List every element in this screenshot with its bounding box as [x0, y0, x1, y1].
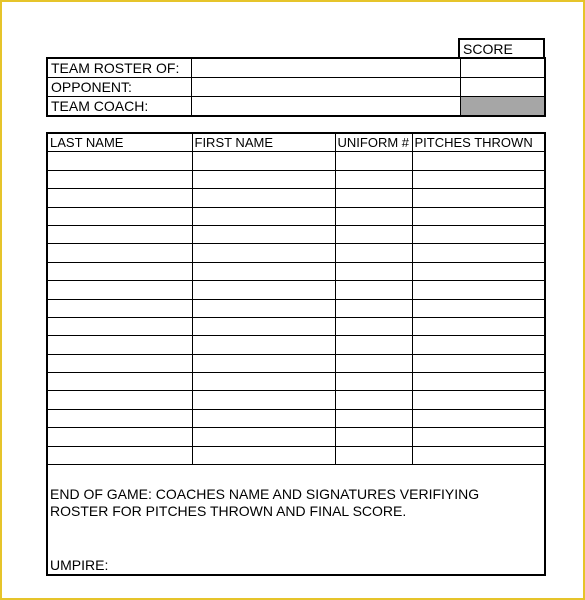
first-name-cell[interactable] — [192, 428, 335, 446]
pitches-thrown-cell[interactable] — [412, 428, 544, 446]
pitches-thrown-cell[interactable] — [412, 244, 544, 262]
roster-table — [48, 134, 544, 465]
roster-header-row — [48, 134, 544, 152]
table-row — [48, 336, 544, 354]
column-header-pitches-thrown: PITCHES THROWN — [412, 134, 544, 152]
last-name-cell[interactable] — [48, 189, 192, 207]
last-name-cell[interactable] — [48, 281, 192, 299]
pitches-thrown-cell[interactable] — [412, 225, 544, 243]
first-name-cell[interactable] — [192, 170, 335, 188]
uniform-number-cell[interactable] — [335, 281, 412, 299]
last-name-cell[interactable] — [48, 317, 192, 335]
last-name-cell[interactable] — [48, 207, 192, 225]
team-info-table — [46, 57, 546, 117]
last-name-cell[interactable] — [48, 354, 192, 372]
table-row — [48, 281, 544, 299]
opponent-label: OPPONENT: — [47, 78, 192, 97]
first-name-cell[interactable] — [192, 152, 335, 170]
verification-statement — [50, 486, 530, 520]
opponent-score-field[interactable] — [461, 78, 545, 97]
table-row — [48, 189, 544, 207]
first-name-cell[interactable] — [192, 281, 335, 299]
team-roster-label: TEAM ROSTER OF: — [47, 58, 192, 78]
table-row — [48, 409, 544, 427]
uniform-number-cell[interactable] — [335, 373, 412, 391]
table-row — [48, 207, 544, 225]
pitches-thrown-cell[interactable] — [412, 170, 544, 188]
pitches-thrown-cell[interactable] — [412, 336, 544, 354]
first-name-cell[interactable] — [192, 336, 335, 354]
first-name-cell[interactable] — [192, 317, 335, 335]
verification-statement-line-1: END OF GAME: COACHES NAME AND SIGNATURES VERIFIYING — [50, 486, 480, 502]
table-row — [48, 391, 544, 409]
team-roster-row — [47, 58, 545, 78]
last-name-cell[interactable] — [48, 336, 192, 354]
team-coach-field[interactable] — [192, 97, 461, 117]
table-row — [48, 373, 544, 391]
table-row — [48, 262, 544, 280]
pitches-thrown-cell[interactable] — [412, 391, 544, 409]
team-coach-row — [47, 97, 545, 117]
pitches-thrown-cell[interactable] — [412, 409, 544, 427]
team-coach-label: TEAM COACH: — [47, 97, 192, 117]
opponent-field[interactable] — [192, 78, 461, 97]
pitches-thrown-cell[interactable] — [412, 354, 544, 372]
last-name-cell[interactable] — [48, 170, 192, 188]
column-header-last-name: LAST NAME — [48, 134, 192, 152]
table-row — [48, 244, 544, 262]
pitches-thrown-cell[interactable] — [412, 262, 544, 280]
last-name-cell[interactable] — [48, 262, 192, 280]
last-name-cell[interactable] — [48, 446, 192, 464]
first-name-cell[interactable] — [192, 207, 335, 225]
uniform-number-cell[interactable] — [335, 354, 412, 372]
first-name-cell[interactable] — [192, 391, 335, 409]
uniform-number-cell[interactable] — [335, 170, 412, 188]
pitches-thrown-cell[interactable] — [412, 446, 544, 464]
roster-body — [48, 152, 544, 465]
first-name-cell[interactable] — [192, 446, 335, 464]
uniform-number-cell[interactable] — [335, 225, 412, 243]
last-name-cell[interactable] — [48, 428, 192, 446]
uniform-number-cell[interactable] — [335, 317, 412, 335]
last-name-cell[interactable] — [48, 373, 192, 391]
first-name-cell[interactable] — [192, 189, 335, 207]
column-header-first-name: FIRST NAME — [192, 134, 335, 152]
pitches-thrown-cell[interactable] — [412, 317, 544, 335]
uniform-number-cell[interactable] — [335, 189, 412, 207]
last-name-cell[interactable] — [48, 244, 192, 262]
first-name-cell[interactable] — [192, 299, 335, 317]
last-name-cell[interactable] — [48, 391, 192, 409]
roster-section — [46, 132, 546, 576]
verification-statement-line-2: ROSTER FOR PITCHES THROWN AND FINAL SCORE. — [50, 503, 407, 519]
pitches-thrown-cell[interactable] — [412, 299, 544, 317]
uniform-number-cell[interactable] — [335, 299, 412, 317]
team-score-field[interactable] — [461, 58, 545, 78]
first-name-cell[interactable] — [192, 354, 335, 372]
uniform-number-cell[interactable] — [335, 446, 412, 464]
uniform-number-cell[interactable] — [335, 262, 412, 280]
score-label: SCORE — [458, 38, 545, 58]
column-header-uniform-number: UNIFORM # — [335, 134, 412, 152]
uniform-number-cell[interactable] — [335, 409, 412, 427]
table-row — [48, 317, 544, 335]
uniform-number-cell[interactable] — [335, 428, 412, 446]
pitches-thrown-cell[interactable] — [412, 152, 544, 170]
last-name-cell[interactable] — [48, 409, 192, 427]
uniform-number-cell[interactable] — [335, 152, 412, 170]
table-row — [48, 170, 544, 188]
team-roster-field[interactable] — [192, 58, 461, 78]
opponent-row — [47, 78, 545, 97]
shaded-cell — [461, 97, 545, 117]
uniform-number-cell[interactable] — [335, 336, 412, 354]
first-name-cell[interactable] — [192, 409, 335, 427]
pitches-thrown-cell[interactable] — [412, 207, 544, 225]
table-row — [48, 446, 544, 464]
first-name-cell[interactable] — [192, 262, 335, 280]
table-row — [48, 428, 544, 446]
pitches-thrown-cell[interactable] — [412, 373, 544, 391]
table-row — [48, 299, 544, 317]
uniform-number-cell[interactable] — [335, 391, 412, 409]
uniform-number-cell[interactable] — [335, 244, 412, 262]
table-row — [48, 152, 544, 170]
first-name-cell[interactable] — [192, 373, 335, 391]
last-name-cell[interactable] — [48, 152, 192, 170]
last-name-cell[interactable] — [48, 299, 192, 317]
table-row — [48, 225, 544, 243]
last-name-cell[interactable] — [48, 225, 192, 243]
table-row — [48, 354, 544, 372]
pitches-thrown-cell[interactable] — [412, 189, 544, 207]
pitches-thrown-cell[interactable] — [412, 281, 544, 299]
umpire-label: UMPIRE: — [50, 557, 109, 573]
first-name-cell[interactable] — [192, 225, 335, 243]
uniform-number-cell[interactable] — [335, 207, 412, 225]
first-name-cell[interactable] — [192, 244, 335, 262]
